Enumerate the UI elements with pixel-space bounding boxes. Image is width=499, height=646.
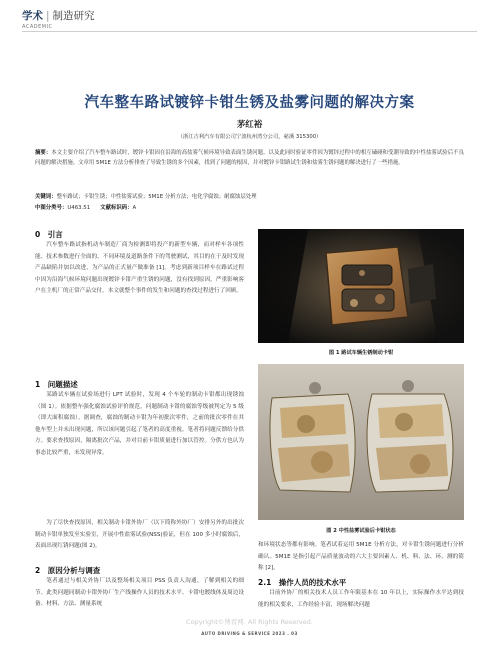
section-2-1-heading: 2.1 操作人员的技术水平 [258,578,347,587]
section-2-1-body: 目前外协厂的相关技术人员工作年限基本在 10 年以上，实际操作水平达到技能的相关要求，工作经验丰富，现场解决问题 [258,590,464,608]
article-author: 茅红裕 [236,120,263,130]
subsection-name: 制造研究 [52,10,95,22]
figure-2-caption: 图 2 中性盐雾试验后卡钳状态 [326,528,396,534]
keywords-text: 整车路试；卡钳生锈；中性盐雾试验；5M1E 分析方法；电化学腐蚀；耐腐蚀层处理 [56,194,257,200]
section-name: 学术 [22,10,43,22]
doc-code-value: A [132,205,137,211]
abstract-text: 本文主要介绍了汽车整车路试时，镀锌卡钳因在沿海的高盐雾气候环境导致表面生锈问题。以及此同时验证零件因为镀锌过程中的相互磕碰和受潮导致的中性盐雾试验后不良问题的解决措施。文章用 5M1E 方法分析排查了导致生锈的多个因素，找到了问题的根因，并对镀锌卡钳路试生锈和盐雾生锈问题的解决进行了一些措施。 [35,150,464,167]
section-2-heading: 2 原因分析与调查 [35,566,101,575]
clc-value: U463.51 [67,205,91,211]
section-header-title [22,8,95,23]
copyright-watermark: Copyright©博看网. All Rights Reserved. [186,618,313,626]
figure-1-photo [258,229,464,343]
author-affiliation: （浙江吉利汽车有限公司宁波杭州湾分公司，慈溪 315300） [177,134,322,140]
section-2-body: 笔者通过与相关外协厂以及整场相关项目 PSS 负责人沟通，了解到相关的细节。此类问题同制动卡钳外协厂生产线操作人员的技术水平、卡钳电镀线体及周边设备、材料、方法、测量系统 [35,578,244,608]
section-0-heading: 0 引言 [35,230,63,239]
rusty-caliper-photo [258,229,464,343]
doc-code-label: 文献标识码： [100,205,133,211]
journal-footer: AUTO DRIVING & SERVICE 2023 . 03 [201,631,298,636]
figure-1-caption: 图 1 路试车辆生锈制动卡钳 [328,350,394,356]
keywords-label: 关键词： [35,194,57,200]
right-column-body: 和环境状态等都有影响。笔者试着运用 5M1E 分析方法，对卡钳生锈问题进行分析确认。5M1E 是指引起产品质量波动的六大主要因素人、机、料、法、环、测的简称 [2]。 [258,542,464,572]
article-title: 汽车整车路试镀锌卡钳生锈及盐雾问题的解决方案 [84,95,415,111]
abstract [35,148,464,168]
classification [35,203,136,211]
keywords [35,192,464,200]
figure-2-photo [258,364,464,520]
clc-label: 中图分类号： [35,205,68,211]
section-1-heading: 1 问题描述 [35,380,78,389]
section-1-body-2: 为了尽快查找原因，相关制动卡钳外协厂（以下简称外协厂）安排另外的出批次制动卡钳单独发至实验室，开展中性盐雾试验(NSS)验证，但在 100 多小时腐蚀后，表面出现红锈问题(图 2)。 [35,520,244,550]
section-1-body-1: 某路试车辆在试验场进行 LPT 试验时，发现 4 个车轮的制动卡钳都出现锈蚀（图 1）。依据整车强化腐蚀试验评价规范，问题制动卡钳的腐蚀等级被判定为 5 级（即大面积腐蚀）。据调查，腐蚀的制动卡钳为年初批次零件，之前的批次零件在其他车型上并未出现问题，所以该问题引起了笔者的高度重视。笔者将问题反馈给分供方。要求查找原因，隔离批次产品，并对目前卡钳质量进行加以管控。分供方也认为事态比较严重，未发现异常。 [35,392,244,456]
header-divider [22,31,477,32]
header-separator: | [46,10,50,22]
section-header [22,8,95,30]
section-0-body: 汽车整车路试指机动车制造厂商为检测即将投产的新型车辆，而对样车各项性能、技术参数进行全面的、不同环境及道路条件下的驾驶测试，其目的在于及时发现产品缺陷并加以改进，为产品的正式量产做准备 [1]。考虑到新项目样车在路试过程中因为沿海气候环境问题出现镀锌卡钳产重生锈的问题，没有找到原因，严重影响客户在主机厂的正常产品交付。本文就整个事件的发生和问题的查找过程进行了回顾。 [35,242,244,295]
abstract-label: 摘要： [35,150,52,156]
salt-spray-calipers-photo [258,364,464,520]
section-english: ACADEMIC [22,24,53,30]
